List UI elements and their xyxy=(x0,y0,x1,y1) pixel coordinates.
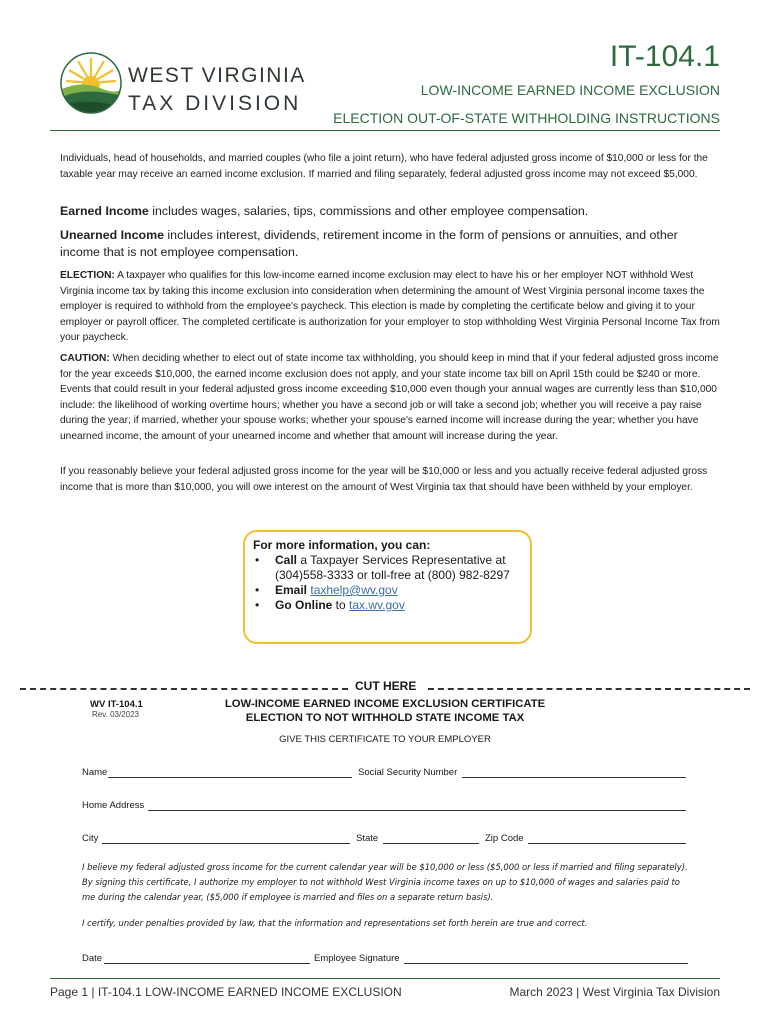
email-item xyxy=(255,583,535,598)
employee-signature-field[interactable] xyxy=(404,963,688,964)
city-field[interactable] xyxy=(102,843,350,844)
unearned-income-term: Unearned Income xyxy=(60,228,164,242)
home-address-field[interactable] xyxy=(148,810,686,811)
phone-numbers: (304)558-3333 or toll-free at (800) 982-8297 xyxy=(275,568,510,582)
logo-wordmark-line2: TAX DIVISION xyxy=(128,92,302,115)
bullet-icon: • xyxy=(255,583,260,597)
caution-text: When deciding whether to elect out of state income tax withholding, you should keep in mind that if your federal adjusted gross income for the year exceeds $10,000, the earned income exclusion does not apply, and your state income tax bill on April 15th could be $240 or more. Events that could result in your federal adjusted gross income exceeding $10,000 even though your annual wages are currently less than $10,000 include: the likelihood of working overtime hours; whether you have a second job or will take a second job; whether you will receive a pay raise during the year; if married, whether your spouse works; whether your spouse's earned income will increase during the year; whether you have unearned income, the amount of your unearned income and whether that amount will increase during the year. xyxy=(60,353,719,442)
call-text: a Taxpayer Services Representative at xyxy=(297,553,506,567)
unearned-income-text: includes interest, dividends, retirement income in the form of pensions or annuities, and other income that is not employee compensation. xyxy=(60,228,678,259)
website-link[interactable]: tax.wv.gov xyxy=(349,598,405,612)
ssn-label: Social Security Number xyxy=(358,767,458,778)
certificate-title-line2: ELECTION TO NOT WITHHOLD STATE INCOME TAX xyxy=(245,712,525,724)
online-text: to xyxy=(332,598,350,612)
page-title: LOW-INCOME EARNED INCOME EXCLUSION xyxy=(420,82,720,98)
earned-income-paragraph xyxy=(60,203,720,220)
name-field[interactable] xyxy=(108,777,352,778)
election-text: A taxpayer who qualifies for this low-income earned income exclusion may elect to have his or her employer NOT withhold West Virginia income tax by taking this income exclusion into consideration when determining the amount of West Virginia personal income taxes the employer is required to withhold from the employee's paycheck. This election is made by completing the certificate below and giving it to your employer or payroll officer. The completed certificate is authorization for your employer to stop withholding West Virginia Personal Income Tax from your paycheck. xyxy=(60,270,720,343)
page-subtitle: ELECTION OUT-OF-STATE WITHHOLDING INSTRUCTIONS xyxy=(333,110,720,126)
caution-term: CAUTION: xyxy=(60,353,110,364)
date-label: Date xyxy=(82,953,103,964)
certificate-title xyxy=(180,697,590,725)
header-divider xyxy=(50,130,720,131)
call-item xyxy=(255,553,535,583)
election-term: ELECTION: xyxy=(60,270,115,281)
call-label: Call xyxy=(275,553,298,567)
unearned-income-paragraph xyxy=(60,227,720,261)
belief-statement: I believe my federal adjusted gross income for the current calendar year will be $10,000 or less ($5,000 or less if married and filing separately). By signing this certificate, I authorize my employer to not withhold West Virginia income taxes on up to $10,000 of wages and salaries paid to me during the calendar year, ($5,000 if employee is married and files on a separate return basis). xyxy=(82,862,688,902)
wv-tax-division-logo xyxy=(60,52,122,114)
bullet-icon: • xyxy=(255,598,260,612)
state-label: State xyxy=(356,833,379,844)
bullet-icon: • xyxy=(255,553,260,567)
home-address-label: Home Address xyxy=(82,800,145,811)
certification-statement: I certify, under penalties provided by law, that the information and representations set forth herein are true and correct. xyxy=(82,918,588,928)
earned-income-term: Earned Income xyxy=(60,204,149,218)
more-info-list xyxy=(255,553,535,613)
earned-income-text: includes wages, salaries, tips, commissions and other employee compensation. xyxy=(148,204,589,218)
certificate-form-code: WV IT-104.1 xyxy=(90,699,143,710)
city-label: City xyxy=(82,833,99,844)
cut-here-label: CUT HERE xyxy=(355,679,417,693)
name-label: Name xyxy=(82,767,108,778)
caution-paragraph xyxy=(60,351,720,444)
state-field[interactable] xyxy=(383,843,479,844)
cut-line-left xyxy=(20,688,348,690)
certificate-revision: Rev. 03/2023 xyxy=(92,710,139,719)
footer-date-agency: March 2023 | West Virginia Tax Division xyxy=(509,985,720,999)
more-info-heading: For more information, you can: xyxy=(253,538,431,552)
employee-signature-label: Employee Signature xyxy=(314,953,400,964)
logo-wordmark-line1: WEST VIRGINIA xyxy=(128,64,306,87)
cut-line-right xyxy=(428,688,750,690)
form-id: IT-104.1 xyxy=(609,40,720,73)
online-item xyxy=(255,598,535,613)
give-certificate-instruction: GIVE THIS CERTIFICATE TO YOUR EMPLOYER xyxy=(279,734,491,745)
reasonably-believe-paragraph: If you reasonably believe your federal adjusted gross income for the year will be $10,000 or less and you actually receive federal adjusted gross income that is more than $10,000, you will owe interest on the amount of West Virginia tax that should have been withheld by your employer. xyxy=(60,466,708,493)
election-paragraph xyxy=(60,268,720,346)
footer-page-info: Page 1 | IT-104.1 LOW-INCOME EARNED INCOME EXCLUSION xyxy=(50,985,402,999)
email-link[interactable]: taxhelp@wv.gov xyxy=(310,583,398,597)
ssn-field[interactable] xyxy=(462,777,686,778)
zip-code-label: Zip Code xyxy=(485,833,524,844)
intro-paragraph: Individuals, head of households, and married couples (who file a joint return), who have federal adjusted gross income of $10,000 or less for the taxable year may receive an earned income exclusion. If married and filing separately, federal adjusted gross income may not exceed $5,000. xyxy=(60,153,708,180)
date-field[interactable] xyxy=(104,963,310,964)
footer-divider xyxy=(50,978,720,979)
certificate-title-line1: LOW-INCOME EARNED INCOME EXCLUSION CERTIFICATE xyxy=(224,698,546,710)
zip-code-field[interactable] xyxy=(528,843,686,844)
email-label: Email xyxy=(275,583,308,597)
online-label: Go Online xyxy=(275,598,333,612)
